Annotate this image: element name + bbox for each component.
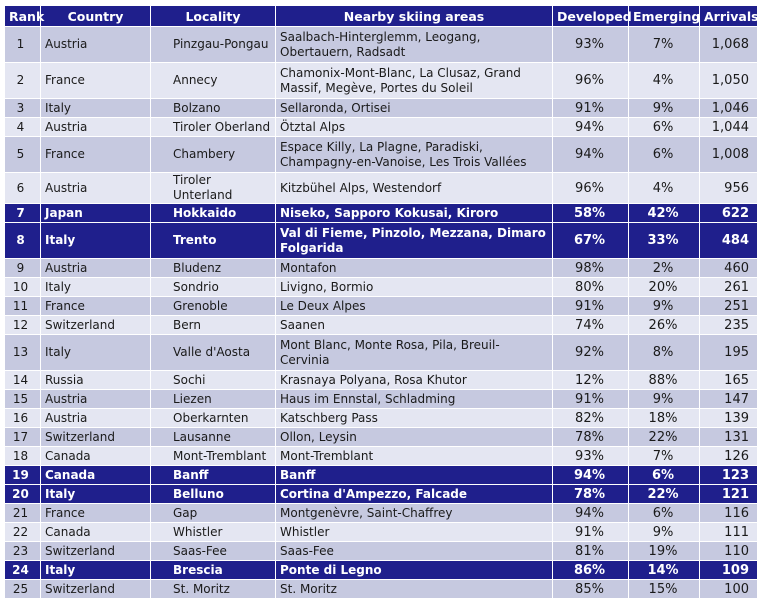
locality-cell: Bludenz — [151, 259, 276, 278]
emerging-cell: 9% — [629, 297, 700, 316]
developed-cell: 91% — [553, 523, 629, 542]
nearby-areas-cell: Ollon, Leysin — [276, 428, 553, 447]
country-cell: France — [41, 297, 151, 316]
country-cell: Austria — [41, 173, 151, 204]
table-row — [5, 561, 758, 580]
rank-cell: 20 — [5, 485, 41, 504]
rank-cell: 25 — [5, 580, 41, 599]
arrivals-cell: 100 — [700, 580, 758, 599]
table-row — [5, 173, 758, 204]
locality-cell: Oberkarnten — [151, 409, 276, 428]
locality-cell: Lausanne — [151, 428, 276, 447]
rank-cell: 24 — [5, 561, 41, 580]
table-row — [5, 99, 758, 118]
table-row — [5, 27, 758, 63]
rank-cell: 5 — [5, 137, 41, 173]
locality-cell: Saas-Fee — [151, 542, 276, 561]
developed-cell: 94% — [553, 118, 629, 137]
rank-cell: 15 — [5, 390, 41, 409]
emerging-cell: 8% — [629, 335, 700, 371]
table-row — [5, 447, 758, 466]
developed-cell: 91% — [553, 297, 629, 316]
country-cell: Austria — [41, 409, 151, 428]
developed-cell: 93% — [553, 27, 629, 63]
rank-cell: 8 — [5, 223, 41, 259]
country-cell: Canada — [41, 466, 151, 485]
emerging-cell: 9% — [629, 99, 700, 118]
arrivals-cell: 165 — [700, 371, 758, 390]
nearby-areas-cell: St. Moritz — [276, 580, 553, 599]
nearby-areas-cell: Whistler — [276, 523, 553, 542]
developed-cell: 92% — [553, 335, 629, 371]
table-row — [5, 316, 758, 335]
developed-cell: 58% — [553, 204, 629, 223]
rank-cell: 6 — [5, 173, 41, 204]
table-row — [5, 204, 758, 223]
country-cell: Italy — [41, 278, 151, 297]
table-row — [5, 278, 758, 297]
country-cell: Russia — [41, 371, 151, 390]
developed-cell: 74% — [553, 316, 629, 335]
table-row — [5, 118, 758, 137]
nearby-areas-cell: Niseko, Sapporo Kokusai, Kiroro — [276, 204, 553, 223]
arrivals-cell: 111 — [700, 523, 758, 542]
developed-cell: 96% — [553, 173, 629, 204]
header-developed: Developed — [553, 6, 629, 27]
locality-cell: Hokkaido — [151, 204, 276, 223]
locality-cell: Liezen — [151, 390, 276, 409]
country-cell: Switzerland — [41, 316, 151, 335]
rank-cell: 21 — [5, 504, 41, 523]
emerging-cell: 19% — [629, 542, 700, 561]
nearby-areas-cell: Katschberg Pass — [276, 409, 553, 428]
table-row — [5, 259, 758, 278]
emerging-cell: 42% — [629, 204, 700, 223]
country-cell: Japan — [41, 204, 151, 223]
country-cell: France — [41, 63, 151, 99]
nearby-areas-cell: Livigno, Bormio — [276, 278, 553, 297]
table-row — [5, 371, 758, 390]
nearby-areas-cell: Montgenèvre, Saint-Chaffrey — [276, 504, 553, 523]
rank-cell: 10 — [5, 278, 41, 297]
table-row — [5, 504, 758, 523]
nearby-areas-cell: Val di Fieme, Pinzolo, Mezzana, Dimaro Folgarida — [276, 223, 553, 259]
table-row — [5, 223, 758, 259]
table-row — [5, 297, 758, 316]
arrivals-cell: 131 — [700, 428, 758, 447]
table-row — [5, 428, 758, 447]
locality-cell: Trento — [151, 223, 276, 259]
header-rank: Rank — [5, 6, 41, 27]
nearby-areas-cell: Sellaronda, Ortisei — [276, 99, 553, 118]
nearby-areas-cell: Mont-Tremblant — [276, 447, 553, 466]
arrivals-cell: 121 — [700, 485, 758, 504]
emerging-cell: 6% — [629, 118, 700, 137]
nearby-areas-cell: Espace Killy, La Plagne, Paradiski, Champagny-en-Vanoise, Les Trois Vallées — [276, 137, 553, 173]
developed-cell: 85% — [553, 580, 629, 599]
table-row — [5, 485, 758, 504]
arrivals-cell: 126 — [700, 447, 758, 466]
ski-localities-table — [4, 5, 758, 599]
rank-cell: 11 — [5, 297, 41, 316]
country-cell: France — [41, 137, 151, 173]
locality-cell: Tiroler Unterland — [151, 173, 276, 204]
developed-cell: 86% — [553, 561, 629, 580]
country-cell: Canada — [41, 447, 151, 466]
emerging-cell: 26% — [629, 316, 700, 335]
country-cell: Switzerland — [41, 542, 151, 561]
locality-cell: Brescia — [151, 561, 276, 580]
arrivals-cell: 110 — [700, 542, 758, 561]
arrivals-cell: 1,044 — [700, 118, 758, 137]
country-cell: Italy — [41, 561, 151, 580]
rank-cell: 9 — [5, 259, 41, 278]
locality-cell: Bolzano — [151, 99, 276, 118]
developed-cell: 94% — [553, 137, 629, 173]
locality-cell: Whistler — [151, 523, 276, 542]
emerging-cell: 88% — [629, 371, 700, 390]
header-locality: Locality — [151, 6, 276, 27]
nearby-areas-cell: Saalbach-Hinterglemm, Leogang, Obertauern, Radsadt — [276, 27, 553, 63]
developed-cell: 96% — [553, 63, 629, 99]
arrivals-cell: 1,046 — [700, 99, 758, 118]
arrivals-cell: 1,008 — [700, 137, 758, 173]
emerging-cell: 7% — [629, 447, 700, 466]
arrivals-cell: 484 — [700, 223, 758, 259]
table-row — [5, 137, 758, 173]
country-cell: Austria — [41, 118, 151, 137]
rank-cell: 7 — [5, 204, 41, 223]
emerging-cell: 9% — [629, 523, 700, 542]
nearby-areas-cell: Chamonix-Mont-Blanc, La Clusaz, Grand Massif, Megève, Portes du Soleil — [276, 63, 553, 99]
locality-cell: Gap — [151, 504, 276, 523]
developed-cell: 94% — [553, 504, 629, 523]
arrivals-cell: 460 — [700, 259, 758, 278]
emerging-cell: 20% — [629, 278, 700, 297]
arrivals-cell: 956 — [700, 173, 758, 204]
locality-cell: Grenoble — [151, 297, 276, 316]
country-cell: Italy — [41, 335, 151, 371]
rank-cell: 23 — [5, 542, 41, 561]
developed-cell: 91% — [553, 390, 629, 409]
emerging-cell: 15% — [629, 580, 700, 599]
locality-cell: Sochi — [151, 371, 276, 390]
locality-cell: Sondrio — [151, 278, 276, 297]
rank-cell: 12 — [5, 316, 41, 335]
emerging-cell: 6% — [629, 504, 700, 523]
arrivals-cell: 622 — [700, 204, 758, 223]
rank-cell: 1 — [5, 27, 41, 63]
rank-cell: 22 — [5, 523, 41, 542]
nearby-areas-cell: Banff — [276, 466, 553, 485]
emerging-cell: 4% — [629, 173, 700, 204]
table-row — [5, 466, 758, 485]
developed-cell: 93% — [553, 447, 629, 466]
developed-cell: 78% — [553, 485, 629, 504]
table-row — [5, 335, 758, 371]
nearby-areas-cell: Cortina d'Ampezzo, Falcade — [276, 485, 553, 504]
country-cell: France — [41, 504, 151, 523]
arrivals-cell: 251 — [700, 297, 758, 316]
emerging-cell: 18% — [629, 409, 700, 428]
arrivals-cell: 109 — [700, 561, 758, 580]
rank-cell: 3 — [5, 99, 41, 118]
emerging-cell: 14% — [629, 561, 700, 580]
nearby-areas-cell: Kitzbühel Alps, Westendorf — [276, 173, 553, 204]
country-cell: Austria — [41, 27, 151, 63]
locality-cell: Banff — [151, 466, 276, 485]
developed-cell: 80% — [553, 278, 629, 297]
header-nearby-areas: Nearby skiing areas — [276, 6, 553, 27]
table-row — [5, 523, 758, 542]
arrivals-cell: 139 — [700, 409, 758, 428]
table-row — [5, 63, 758, 99]
nearby-areas-cell: Mont Blanc, Monte Rosa, Pila, Breuil-Cervinia — [276, 335, 553, 371]
locality-cell: Annecy — [151, 63, 276, 99]
developed-cell: 67% — [553, 223, 629, 259]
emerging-cell: 9% — [629, 390, 700, 409]
country-cell: Switzerland — [41, 428, 151, 447]
locality-cell: Bern — [151, 316, 276, 335]
table-row — [5, 542, 758, 561]
emerging-cell: 33% — [629, 223, 700, 259]
rank-cell: 19 — [5, 466, 41, 485]
emerging-cell: 22% — [629, 485, 700, 504]
emerging-cell: 4% — [629, 63, 700, 99]
locality-cell: Tiroler Oberland — [151, 118, 276, 137]
country-cell: Austria — [41, 259, 151, 278]
developed-cell: 12% — [553, 371, 629, 390]
country-cell: Italy — [41, 485, 151, 504]
developed-cell: 98% — [553, 259, 629, 278]
rank-cell: 14 — [5, 371, 41, 390]
locality-cell: St. Moritz — [151, 580, 276, 599]
emerging-cell: 6% — [629, 466, 700, 485]
nearby-areas-cell: Le Deux Alpes — [276, 297, 553, 316]
arrivals-cell: 123 — [700, 466, 758, 485]
country-cell: Canada — [41, 523, 151, 542]
country-cell: Italy — [41, 223, 151, 259]
emerging-cell: 2% — [629, 259, 700, 278]
table-body — [5, 27, 758, 599]
table-row — [5, 390, 758, 409]
nearby-areas-cell: Montafon — [276, 259, 553, 278]
emerging-cell: 6% — [629, 137, 700, 173]
country-cell: Switzerland — [41, 580, 151, 599]
rank-cell: 16 — [5, 409, 41, 428]
developed-cell: 91% — [553, 99, 629, 118]
rank-cell: 13 — [5, 335, 41, 371]
table-row — [5, 409, 758, 428]
header-emerging: Emerging — [629, 6, 700, 27]
locality-cell: Valle d'Aosta — [151, 335, 276, 371]
nearby-areas-cell: Haus im Ennstal, Schladming — [276, 390, 553, 409]
arrivals-cell: 1,068 — [700, 27, 758, 63]
rank-cell: 17 — [5, 428, 41, 447]
header-country: Country — [41, 6, 151, 27]
arrivals-cell: 116 — [700, 504, 758, 523]
locality-cell: Pinzgau-Pongau — [151, 27, 276, 63]
developed-cell: 94% — [553, 466, 629, 485]
arrivals-cell: 235 — [700, 316, 758, 335]
locality-cell: Chambery — [151, 137, 276, 173]
locality-cell: Mont-Tremblant — [151, 447, 276, 466]
country-cell: Austria — [41, 390, 151, 409]
arrivals-cell: 147 — [700, 390, 758, 409]
header-row — [5, 6, 758, 27]
country-cell: Italy — [41, 99, 151, 118]
rank-cell: 2 — [5, 63, 41, 99]
nearby-areas-cell: Saanen — [276, 316, 553, 335]
nearby-areas-cell: Krasnaya Polyana, Rosa Khutor — [276, 371, 553, 390]
developed-cell: 78% — [553, 428, 629, 447]
rank-cell: 4 — [5, 118, 41, 137]
locality-cell: Belluno — [151, 485, 276, 504]
nearby-areas-cell: Ponte di Legno — [276, 561, 553, 580]
header-arrivals: Arrivals — [700, 6, 758, 27]
emerging-cell: 7% — [629, 27, 700, 63]
nearby-areas-cell: Saas-Fee — [276, 542, 553, 561]
arrivals-cell: 195 — [700, 335, 758, 371]
rank-cell: 18 — [5, 447, 41, 466]
nearby-areas-cell: Ötztal Alps — [276, 118, 553, 137]
emerging-cell: 22% — [629, 428, 700, 447]
developed-cell: 82% — [553, 409, 629, 428]
developed-cell: 81% — [553, 542, 629, 561]
arrivals-cell: 261 — [700, 278, 758, 297]
arrivals-cell: 1,050 — [700, 63, 758, 99]
